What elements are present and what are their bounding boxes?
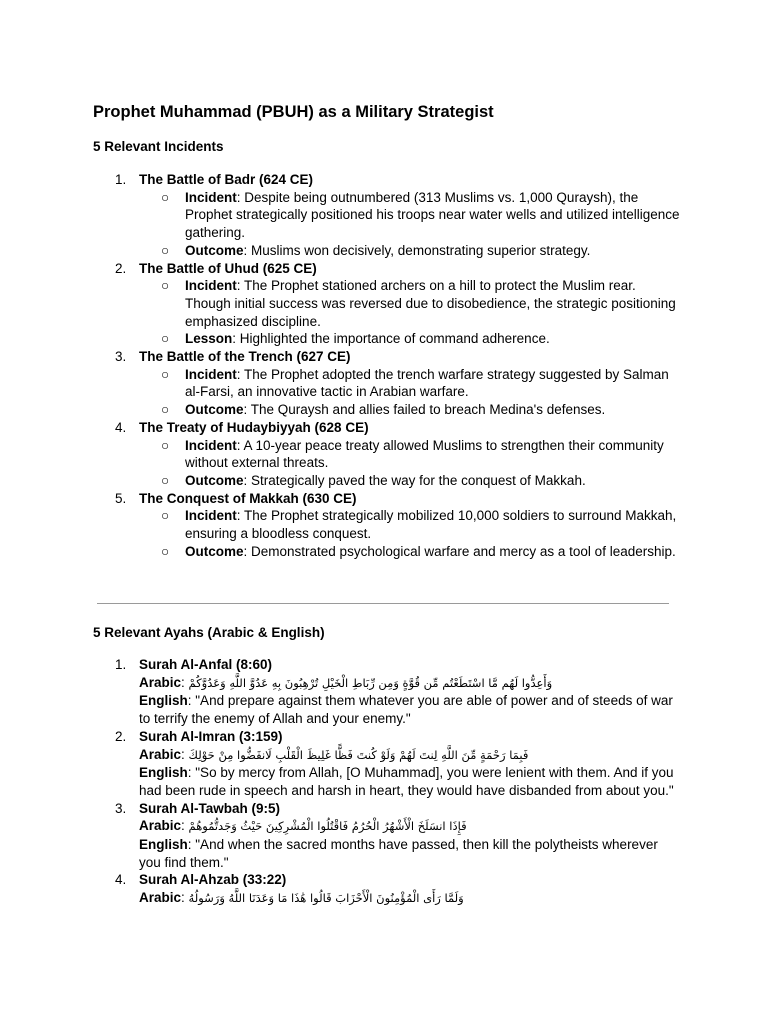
point-label: Outcome [185, 402, 244, 418]
point-text: : The Prophet strategically mobilized 10,000 soldiers to surround Makkah, ensuring a bloodless conquest. [185, 508, 677, 542]
circle-bullet-icon: ○ [161, 189, 170, 205]
circle-bullet-icon: ○ [161, 366, 170, 382]
item-number: 4. [115, 419, 127, 435]
incident-item [93, 419, 683, 490]
point-text: : Despite being outnumbered (313 Muslims vs. 1,000 Quraysh), the Prophet strategically positioned his troops near water wells and utilized intelligence gathering. [185, 189, 680, 241]
incident-points [139, 189, 683, 260]
arabic-label: Arabic [139, 674, 182, 690]
circle-bullet-icon: ○ [161, 543, 170, 559]
arabic-line: Arabic: وَأَعِدُّوا لَهُم مَّا اسْتَطَعْتُم مِّن قُوَّةٍ وَمِن رِّبَاطِ الْخَيْلِ تُرْهِبُونَ بِهِ عَدُوَّ اللَّهِ وَعَدُوَّكُمْ [139, 674, 553, 690]
english-translation: : "And prepare against them whatever you are able of power and of steeds of war to terrify the enemy of Allah and your enemy." [139, 693, 673, 727]
arabic-label: Arabic [139, 818, 182, 834]
circle-bullet-icon: ○ [161, 508, 170, 524]
point-label: Incident [185, 437, 237, 453]
point-label: Lesson [185, 331, 233, 347]
ayah-title: Surah Al-Anfal (8:60) [139, 657, 273, 672]
item-number: 1. [115, 657, 127, 672]
incident-point [139, 277, 683, 330]
incident-item [93, 171, 683, 260]
incident-title: The Battle of the Trench (627 CE) [139, 349, 351, 365]
incident-points [139, 507, 683, 560]
point-text: : The Quraysh and allies failed to breach Medina's defenses. [243, 402, 606, 418]
circle-bullet-icon: ○ [161, 331, 170, 347]
circle-bullet-icon: ○ [161, 242, 170, 258]
english-line [139, 692, 683, 727]
ayahs-list [93, 656, 683, 908]
arabic-verse: وَلَمَّا رَأَى الْمُؤْمِنُونَ الْأَحْزَابَ قَالُوا هَٰذَا مَا وَعَدَنَا اللَّهُ وَرَسُولُهُ [188, 891, 464, 906]
incident-point [139, 366, 683, 401]
ayah-item [93, 800, 683, 872]
circle-bullet-icon: ○ [161, 402, 170, 418]
ayah-item [93, 871, 683, 907]
circle-bullet-icon: ○ [161, 437, 170, 453]
incident-point [139, 330, 683, 348]
incident-points [139, 366, 683, 419]
ayah-title: Surah Al-Ahzab (33:22) [139, 872, 287, 888]
arabic-label: Arabic [139, 746, 182, 762]
ayah-item [93, 728, 683, 800]
incident-point [139, 401, 683, 419]
item-number: 1. [115, 172, 127, 187]
english-label: English [139, 693, 188, 709]
incident-item [93, 260, 683, 349]
point-text: : Highlighted the importance of command adherence. [232, 331, 550, 347]
point-text: : Demonstrated psychological warfare and mercy as a tool of leadership. [243, 543, 676, 559]
item-number: 5. [115, 490, 127, 506]
english-translation: : "And when the sacred months have passed, then kill the polytheists wherever you find them." [139, 837, 658, 870]
english-line [139, 836, 683, 871]
arabic-verse: فَإِذَا انسَلَخَ الْأَشْهُرُ الْحُرُمُ فَاقْتُلُوا الْمُشْرِكِينَ حَيْثُ وَجَدتُّمُوهُمْ [188, 819, 467, 834]
incident-item [93, 348, 683, 419]
ayahs-section [93, 656, 683, 908]
incident-point [139, 437, 683, 472]
circle-bullet-icon: ○ [161, 472, 170, 488]
incident-point [139, 507, 683, 542]
item-number: 2. [115, 260, 127, 276]
item-number: 4. [115, 872, 127, 888]
incidents-heading: 5 Relevant Incidents [93, 139, 224, 154]
arabic-line: Arabic: وَلَمَّا رَأَى الْمُؤْمِنُونَ الْأَحْزَابَ قَالُوا هَٰذَا مَا وَعَدَنَا اللَّهُ وَرَسُولُهُ [139, 890, 464, 906]
incident-point [139, 189, 683, 242]
circle-bullet-icon: ○ [161, 278, 170, 294]
point-label: Outcome [185, 242, 244, 258]
incident-title: The Conquest of Makkah (630 CE) [139, 490, 357, 506]
point-label: Incident [185, 278, 237, 294]
ayah-title: Surah Al-Tawbah (9:5) [139, 800, 281, 816]
incidents-list [93, 171, 683, 560]
english-line [139, 764, 683, 799]
item-number: 2. [115, 728, 127, 744]
point-text: : A 10-year peace treaty allowed Muslims to strengthen their community without external threats. [185, 437, 664, 471]
ayahs-heading: 5 Relevant Ayahs (Arabic & English) [93, 625, 325, 640]
incident-title: The Battle of Uhud (625 CE) [139, 260, 317, 276]
incidents-section [93, 171, 683, 560]
english-translation: : "So by mercy from Allah, [O Muhammad], you were lenient with them. And if you had been rude in speech and harsh in heart, they would have disbanded from about you." [139, 765, 674, 798]
incident-title: The Treaty of Hudaybiyyah (628 CE) [139, 419, 369, 435]
point-label: Outcome [185, 472, 244, 488]
incident-item [93, 490, 683, 561]
item-number: 3. [115, 349, 127, 365]
arabic-verse: وَأَعِدُّوا لَهُم مَّا اسْتَطَعْتُم مِّن قُوَّةٍ وَمِن رِّبَاطِ الْخَيْلِ تُرْهِبُونَ بِهِ عَدُوَّ اللَّهِ وَعَدُوَّكُمْ [188, 675, 553, 690]
incident-point [139, 472, 683, 490]
arabic-label: Arabic [139, 890, 182, 906]
english-label: English [139, 837, 188, 853]
point-text: : Muslims won decisively, demonstrating superior strategy. [243, 242, 591, 258]
point-label: Outcome [185, 543, 244, 559]
incident-points [139, 437, 683, 490]
item-number: 3. [115, 800, 127, 816]
ayah-title: Surah Al-Imran (3:159) [139, 728, 283, 744]
arabic-line: Arabic: فَإِذَا انسَلَخَ الْأَشْهُرُ الْحُرُمُ فَاقْتُلُوا الْمُشْرِكِينَ حَيْثُ وَجَدتُّمُوهُمْ [139, 818, 467, 834]
english-label: English [139, 765, 188, 781]
arabic-line: Arabic: فَبِمَا رَحْمَةٍ مِّنَ اللَّهِ لِنتَ لَهُمْ وَلَوْ كُنتَ فَظًّا غَلِيظَ الْقَلْبِ لَانفَضُّوا مِنْ حَوْلِكَ [139, 746, 529, 762]
ayah-item [93, 656, 683, 728]
point-text: : The Prophet stationed archers on a hill to protect the Muslim rear. Though initial success was reversed due to disobedience, the strategic positioning emphasized discipline. [185, 278, 676, 329]
point-text: : Strategically paved the way for the conquest of Makkah. [243, 472, 586, 488]
point-label: Incident [185, 189, 237, 205]
arabic-verse: فَبِمَا رَحْمَةٍ مِّنَ اللَّهِ لِنتَ لَهُمْ وَلَوْ كُنتَ فَظًّا غَلِيظَ الْقَلْبِ لَانفَضُّوا مِنْ حَوْلِكَ [188, 747, 529, 762]
page-title: Prophet Muhammad (PBUH) as a Military Strategist [93, 103, 494, 121]
incident-point [139, 242, 683, 260]
point-label: Incident [185, 366, 237, 382]
incident-points [139, 277, 683, 348]
point-label: Incident [185, 508, 237, 524]
incident-title: The Battle of Badr (624 CE) [139, 172, 314, 187]
section-divider [97, 603, 669, 604]
incident-point [139, 543, 683, 561]
point-text: : The Prophet adopted the trench warfare strategy suggested by Salman al-Farsi, an innovative tactic in Arabian warfare. [185, 366, 669, 400]
